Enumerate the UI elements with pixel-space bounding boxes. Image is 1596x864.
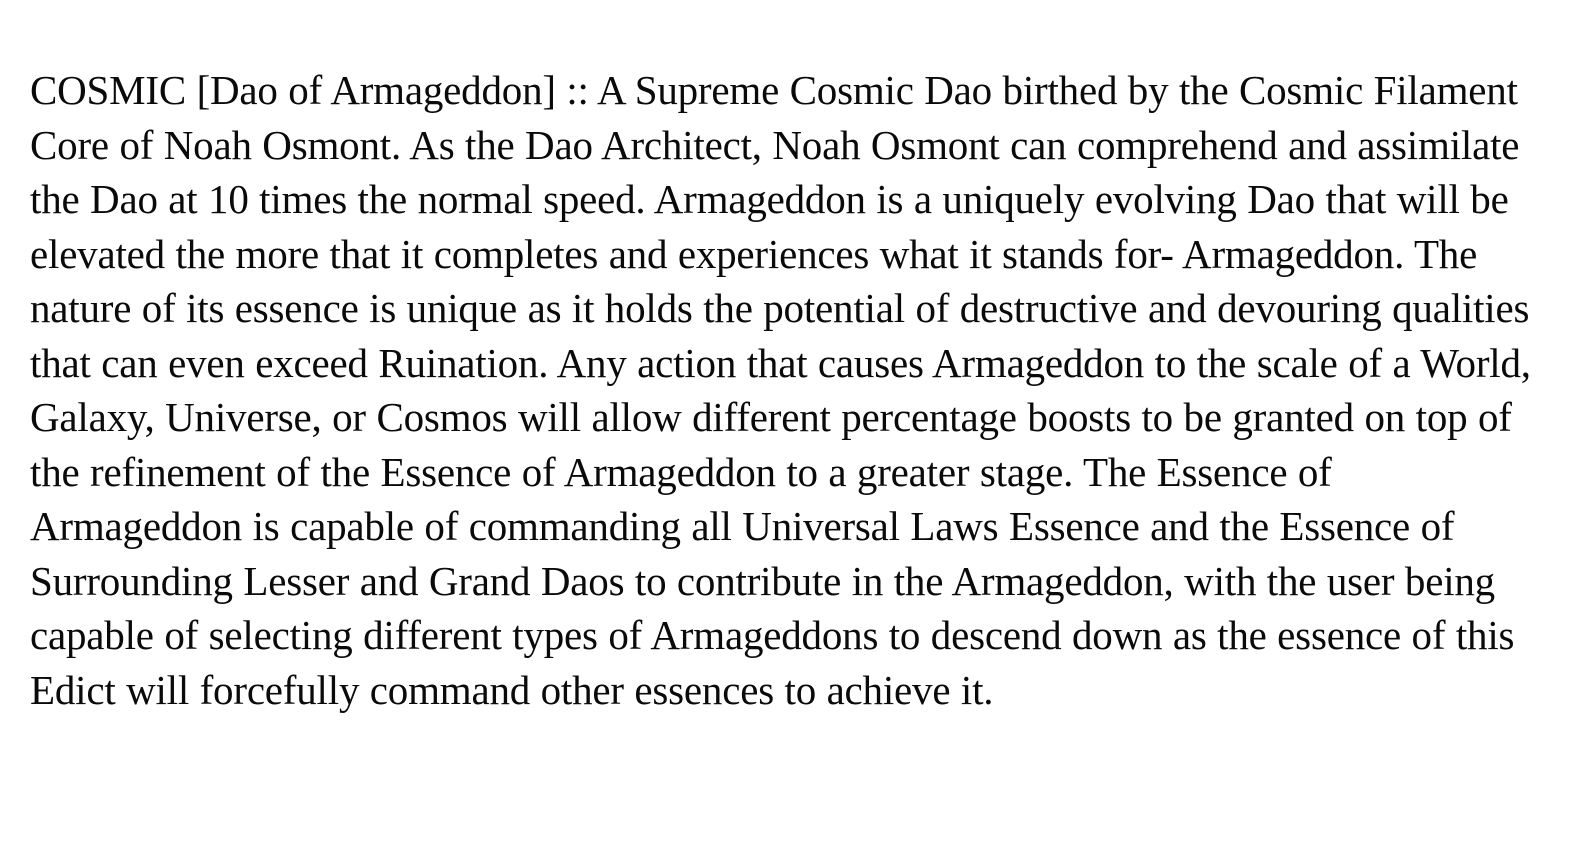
document-body-paragraph: COSMIC [Dao of Armageddon] :: A Supreme Cosmic Dao birthed by the Cosmic Filament Core of Noah Osmont. As the Dao Architect, Noah Osmont can comprehend and assimilate the Dao at 10 times the normal speed. Armageddon is a uniquely evolving Dao that will be elevated the more that it completes and experiences what it stands for- Armageddon. The nature of its essence is unique as it holds the potential of destructive and devouring qualities that can even exceed Ruination. Any action that causes Armageddon to the scale of a World, Galaxy, Universe, or Cosmos will allow different percentage boosts to be granted on top of the refinement of the Essence of Armageddon to a greater stage. The Essence of Armageddon is capable of commanding all Universal Laws Essence and the Essence of Surrounding Lesser and Grand Daos to contribute in the Armageddon, with the user being capable of selecting different types of Armageddons to descend down as the essence of this Edict will forcefully command other essences to achieve it. bbox=[30, 67, 1542, 713]
